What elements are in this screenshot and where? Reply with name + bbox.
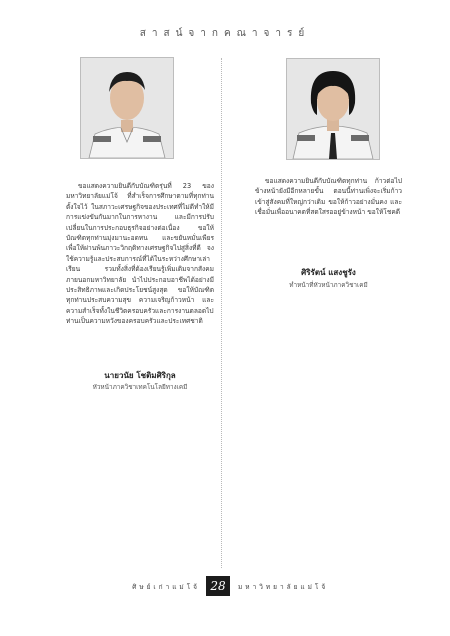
portrait-photo-left <box>80 57 174 159</box>
message-left: ขอแสดงความยินดีกับบัณฑิตรุ่นที่ 23 ของมหาวิทยาลัยแม่โจ้ ที่สำเร็จการศึกษาตามที่ทุกท่านตั้งใจไว้ ในสภาวะเศรษฐกิจของประเทศที่ไม่ดีทำให้มีการแข่งขันกันมากในการหางาน และมีการปรับเปลี่ยนในการประกอบธุรกิจอย่างต่อเนื่อง ขอให้บัณฑิตทุกท่านมุ่งมานะอดทน และขยันหมั่นเพียร เพื่อให้ผ่านพ้นภาวะวิกฤติทางเศรษฐกิจไปสู่สิ่งที่ดี จงใช้ความรู้และประสบการณ์ที่ได้ในระหว่างศึกษาเล่าเรียน รวมทั้งสิ่งที่ต้องเรียนรู้เพิ่มเติมจากสังคมภายนอกมหาวิทยาลัย นำไปประกอบอาชีพได้อย่างมีประสิทธิภาพและเกิดประโยชน์สูงสุด ขอให้บัณฑิตทุกท่านประสบความสุข ความเจริญก้าวหน้า และความสำเร็จทั้งในชีวิตครอบครัวและการงานตลอดไป ท่านเป็นความหวังของครอบครัวและประเทศชาติ <box>66 182 214 326</box>
footer-right-text: มหาวิทยาลัยแม่โจ้ <box>238 583 329 591</box>
author-name-left: นายวนัย โชติมศิริกุล <box>104 371 176 380</box>
portrait-man-icon <box>81 58 173 158</box>
page-number: 28 <box>206 576 230 596</box>
portrait-woman-icon <box>287 59 379 159</box>
portrait-photo-right <box>286 58 380 160</box>
column-divider <box>221 58 222 568</box>
page-header: สาสน์จากคณาจารย์ <box>139 28 311 39</box>
author-name-right: ศิริรัตน์ แสงชูรัง <box>301 268 356 277</box>
author-position-left: หัวหน้าภาควิชาเทคโนโลยีทางเคมี <box>92 383 188 391</box>
message-right: ขอแสดงความยินดีกับบัณฑิตทุกท่าน ก้าวต่อไปข้างหน้ายังมีอีกหลายขั้น ตอนนี้ท่านเพิ่งจะเริ่มก้าวเข้าสู่สังคมที่ใหญ่กว่าเดิม ขอให้ก้าวอย่างมั่นคง และเชื่อมั่นเพื่ออนาคตที่สดใสรออยู่ข้างหน้า ขอให้โชคดี <box>255 177 402 217</box>
footer-left-text: ศิษย์เก่าแม่โจ้ <box>132 583 200 591</box>
author-position-right: ทำหน้าที่หัวหน้าภาควิชาเคมี <box>289 281 368 289</box>
